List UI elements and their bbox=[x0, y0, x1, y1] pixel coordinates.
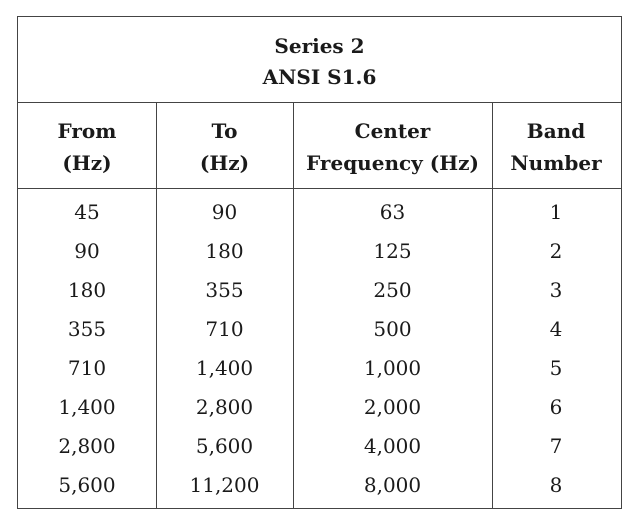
cell-center-frequency: 63 bbox=[379, 200, 406, 224]
cell-band-number: 4 bbox=[549, 317, 563, 341]
table-header-row bbox=[18, 103, 621, 189]
cell-to: 11,200 bbox=[189, 473, 260, 497]
cell-from: 710 bbox=[67, 356, 107, 380]
cell-to: 2,800 bbox=[195, 395, 254, 419]
cell-center-frequency: 2,000 bbox=[363, 395, 422, 419]
header-center-line2: Frequency (Hz) bbox=[306, 151, 479, 175]
cell-to: 180 bbox=[205, 239, 244, 263]
table-row bbox=[18, 310, 621, 348]
cell-to: 5,600 bbox=[195, 434, 254, 458]
table-row bbox=[18, 232, 621, 270]
header-band-line1: Band bbox=[526, 119, 586, 143]
cell-from: 180 bbox=[67, 278, 107, 302]
frequency-band-table bbox=[17, 16, 622, 509]
table-row bbox=[18, 388, 621, 426]
table-row bbox=[18, 427, 621, 465]
table-row bbox=[18, 466, 621, 504]
table-row bbox=[18, 349, 621, 387]
cell-to: 355 bbox=[205, 278, 244, 302]
cell-band-number: 7 bbox=[549, 434, 563, 458]
cell-from: 5,600 bbox=[58, 473, 116, 497]
header-from-line1: From bbox=[57, 119, 117, 143]
cell-from: 2,800 bbox=[58, 434, 116, 458]
cell-band-number: 2 bbox=[549, 239, 563, 263]
header-to bbox=[156, 103, 293, 188]
header-center-frequency bbox=[293, 103, 492, 188]
cell-from: 1,400 bbox=[58, 395, 116, 419]
cell-from: 355 bbox=[67, 317, 107, 341]
cell-center-frequency: 250 bbox=[373, 278, 412, 302]
cell-to: 1,400 bbox=[195, 356, 254, 380]
cell-band-number: 3 bbox=[549, 278, 563, 302]
table-title-standard: ANSI S1.6 bbox=[262, 65, 377, 89]
table-title-series: Series 2 bbox=[274, 34, 365, 58]
header-from-line2: (Hz) bbox=[62, 151, 112, 175]
header-center-line1: Center bbox=[354, 119, 431, 143]
cell-band-number: 6 bbox=[549, 395, 563, 419]
table-row bbox=[18, 193, 621, 231]
header-from bbox=[18, 103, 156, 188]
cell-band-number: 5 bbox=[549, 356, 563, 380]
cell-from: 45 bbox=[74, 200, 100, 224]
cell-to: 710 bbox=[205, 317, 244, 341]
cell-center-frequency: 1,000 bbox=[363, 356, 422, 380]
cell-center-frequency: 4,000 bbox=[363, 434, 422, 458]
cell-center-frequency: 500 bbox=[373, 317, 412, 341]
cell-to: 90 bbox=[211, 200, 238, 224]
cell-center-frequency: 8,000 bbox=[363, 473, 422, 497]
cell-band-number: 1 bbox=[549, 200, 563, 224]
cell-band-number: 8 bbox=[549, 473, 563, 497]
table-row bbox=[18, 271, 621, 309]
header-to-line2: (Hz) bbox=[199, 151, 250, 175]
header-to-line1: To bbox=[211, 119, 238, 143]
header-band-number bbox=[492, 103, 620, 188]
cell-center-frequency: 125 bbox=[373, 239, 412, 263]
header-band-line2: Number bbox=[510, 151, 602, 175]
table-title bbox=[18, 17, 621, 103]
cell-from: 90 bbox=[74, 239, 100, 263]
